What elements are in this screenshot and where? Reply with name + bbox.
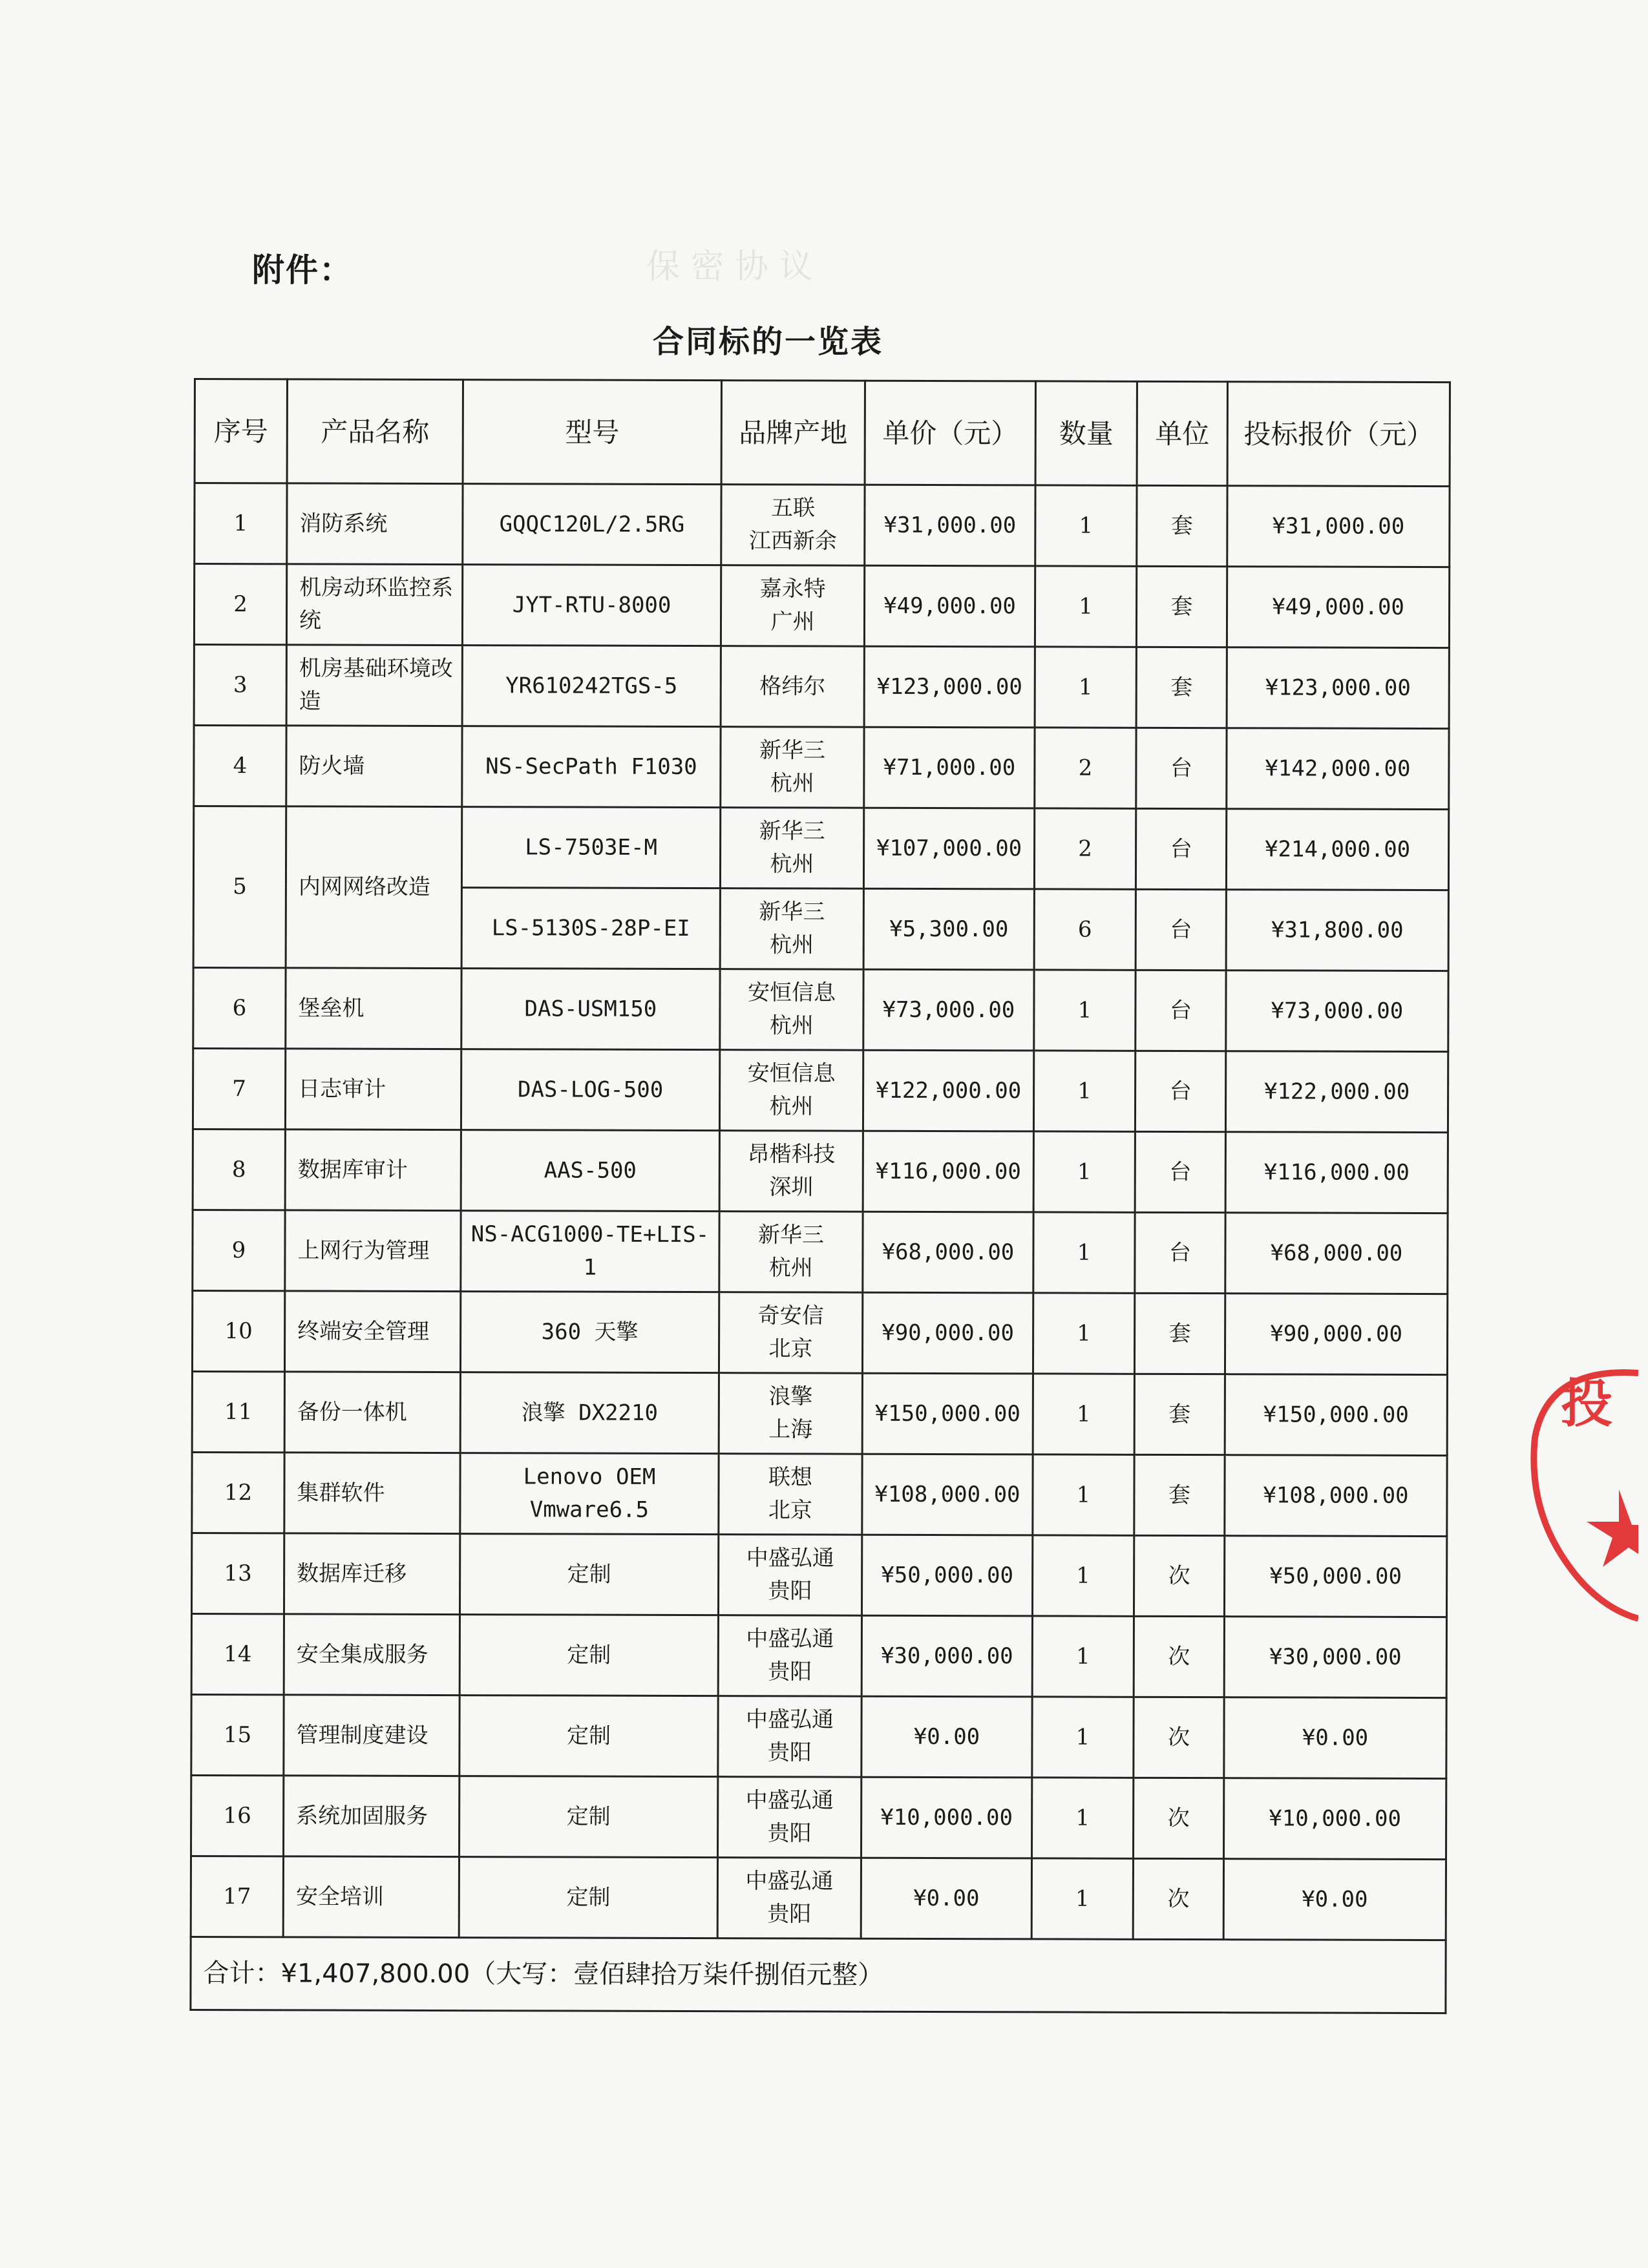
- cell-bid: ¥50,000.00: [1224, 1536, 1446, 1617]
- cell-brand: 中盛弘通 贵阳: [718, 1615, 861, 1697]
- cell-price: ¥123,000.00: [864, 646, 1035, 728]
- cell-no: 5: [193, 806, 286, 968]
- cell-bid: ¥142,000.00: [1227, 728, 1449, 810]
- cell-price: ¥90,000.00: [862, 1292, 1033, 1374]
- cell-brand: 嘉永特 广州: [721, 565, 864, 647]
- cell-name: 集群软件: [284, 1453, 460, 1534]
- cell-brand: 新华三 杭州: [719, 1212, 863, 1293]
- cell-unit: 台: [1135, 1051, 1225, 1131]
- table-body: [191, 483, 1450, 2013]
- cell-qty: 1: [1035, 566, 1136, 647]
- table-row: [191, 1694, 1446, 1778]
- cell-no: 1: [195, 483, 287, 564]
- cell-name: 消防系统: [287, 483, 463, 565]
- cell-price: ¥68,000.00: [863, 1212, 1033, 1293]
- cell-bid: ¥150,000.00: [1225, 1374, 1447, 1456]
- cell-unit: 套: [1136, 647, 1227, 728]
- cell-model: 定制: [460, 1696, 718, 1777]
- document-title: 合同标的一览表: [653, 324, 884, 360]
- table-row: [193, 806, 1448, 890]
- cell-qty: 2: [1035, 728, 1136, 808]
- column-header: 型号: [463, 380, 721, 485]
- cell-unit: 次: [1134, 1697, 1224, 1778]
- cell-unit: 套: [1134, 1454, 1225, 1535]
- total-amount: 合计：¥1,407,800.00（大写：壹佰肆拾万柒仟捌佰元整）: [191, 1937, 1446, 2013]
- cell-no: 13: [191, 1533, 284, 1613]
- cell-qty: 1: [1033, 1051, 1135, 1131]
- table-row: [191, 1533, 1446, 1617]
- cell-model: 定制: [460, 1615, 718, 1696]
- cell-model: NS-ACG1000-TE+LIS-1: [461, 1211, 719, 1292]
- cell-unit: 次: [1134, 1535, 1224, 1616]
- cell-unit: 台: [1135, 1212, 1225, 1293]
- cell-no: 4: [194, 726, 286, 806]
- cell-brand: 中盛弘通 贵阳: [717, 1858, 861, 1939]
- cell-brand: 新华三 杭州: [720, 888, 863, 970]
- cell-brand: 中盛弘通 贵阳: [718, 1535, 861, 1616]
- table-row: [192, 1290, 1447, 1374]
- cell-qty: 1: [1032, 1697, 1134, 1778]
- cell-price: ¥31,000.00: [865, 485, 1035, 566]
- table-row: [193, 1129, 1448, 1213]
- cell-name: 堡垒机: [286, 968, 461, 1049]
- cell-model: DAS-LOG-500: [461, 1049, 719, 1131]
- cell-qty: 1: [1032, 1535, 1134, 1616]
- cell-name: 安全培训: [283, 1856, 459, 1938]
- cell-brand: 新华三 杭州: [721, 727, 864, 808]
- attachment-label: 附件：: [252, 251, 353, 289]
- cell-model: YR610242TGS-5: [462, 646, 721, 727]
- cell-bid: ¥31,000.00: [1227, 486, 1450, 567]
- table-row: [191, 1613, 1446, 1697]
- cell-bid: ¥10,000.00: [1224, 1778, 1446, 1860]
- table-row: [193, 968, 1448, 1052]
- cell-bid: ¥214,000.00: [1226, 809, 1448, 890]
- column-header: 数量: [1035, 381, 1137, 485]
- cell-unit: 套: [1134, 1293, 1225, 1374]
- total-row: [191, 1937, 1446, 2013]
- cell-unit: 台: [1136, 728, 1227, 808]
- cell-price: ¥49,000.00: [864, 565, 1035, 647]
- cell-unit: 台: [1136, 889, 1226, 970]
- cell-qty: 1: [1035, 647, 1136, 728]
- cell-qty: 1: [1032, 1616, 1134, 1697]
- cell-no: 3: [194, 645, 286, 726]
- column-header: 产品名称: [287, 379, 463, 484]
- cell-bid: ¥122,000.00: [1225, 1051, 1448, 1133]
- cell-name: 机房基础环境改造: [286, 645, 462, 726]
- cell-qty: 1: [1033, 1374, 1134, 1454]
- cell-bid: ¥123,000.00: [1227, 647, 1449, 729]
- cell-model: NS-SecPath F1030: [462, 726, 721, 808]
- cell-brand: 中盛弘通 贵阳: [718, 1696, 861, 1778]
- cell-name: 安全集成服务: [284, 1614, 460, 1696]
- cell-price: ¥30,000.00: [861, 1615, 1032, 1697]
- cell-model: 360 天擎: [460, 1292, 719, 1373]
- cell-qty: 1: [1034, 970, 1136, 1051]
- cell-unit: 台: [1135, 1131, 1225, 1212]
- cell-bid: ¥31,800.00: [1226, 890, 1448, 971]
- cell-unit: 次: [1134, 1616, 1224, 1697]
- cell-qty: 1: [1032, 1778, 1134, 1858]
- table-row: [191, 1775, 1446, 1859]
- cell-name: 上网行为管理: [285, 1210, 461, 1292]
- cell-price: ¥73,000.00: [863, 969, 1034, 1051]
- cell-model: DAS-USM150: [461, 969, 720, 1050]
- cell-qty: 6: [1034, 889, 1136, 970]
- cell-no: 7: [193, 1049, 285, 1129]
- table-row: [193, 1210, 1448, 1294]
- cell-qty: 1: [1033, 1131, 1135, 1212]
- table-row: [192, 1452, 1447, 1536]
- cell-price: ¥50,000.00: [861, 1535, 1032, 1616]
- cell-unit: 台: [1136, 970, 1226, 1051]
- bleed-through-text: 保 密 协 议: [646, 247, 813, 286]
- cell-brand: 昂楷科技 深圳: [719, 1131, 863, 1212]
- cell-price: ¥122,000.00: [863, 1050, 1033, 1131]
- cell-no: 16: [191, 1775, 284, 1856]
- cell-no: 14: [191, 1613, 284, 1694]
- cell-model: 定制: [460, 1534, 718, 1615]
- table-row: [191, 1856, 1446, 1940]
- cell-brand: 浪擎 上海: [719, 1373, 862, 1454]
- cell-brand: 安恒信息 杭州: [719, 1050, 863, 1131]
- cell-name: 备份一体机: [284, 1372, 460, 1453]
- cell-model: JYT-RTU-8000: [462, 565, 721, 646]
- cell-bid: ¥68,000.00: [1225, 1213, 1448, 1294]
- cell-bid: ¥0.00: [1223, 1859, 1446, 1940]
- table-row: [194, 645, 1449, 729]
- cell-name: 系统加固服务: [284, 1776, 460, 1857]
- column-header: 单位: [1137, 381, 1227, 485]
- cell-no: 11: [192, 1371, 284, 1452]
- cell-model: LS-5130S-28P-EI: [461, 888, 720, 969]
- cell-model: 定制: [459, 1857, 717, 1938]
- cell-bid: ¥73,000.00: [1226, 971, 1448, 1052]
- cell-unit: 套: [1134, 1374, 1225, 1454]
- cell-model: LS-7503E-M: [461, 807, 720, 888]
- cell-name: 终端安全管理: [284, 1291, 460, 1372]
- cell-brand: 安恒信息 杭州: [720, 969, 863, 1051]
- cell-price: ¥107,000.00: [863, 808, 1034, 889]
- cell-bid: ¥30,000.00: [1224, 1617, 1446, 1698]
- contract-items-table: [189, 378, 1451, 2014]
- table-header-row: [195, 379, 1450, 487]
- cell-name: 数据库审计: [285, 1129, 461, 1211]
- cell-no: 9: [193, 1210, 285, 1290]
- cell-bid: ¥0.00: [1224, 1697, 1446, 1779]
- cell-bid: ¥108,000.00: [1225, 1455, 1447, 1537]
- cell-brand: 奇安信 北京: [719, 1292, 862, 1374]
- cell-model: GQQC120L/2.5RG: [463, 484, 721, 565]
- cell-bid: ¥49,000.00: [1227, 567, 1449, 648]
- cell-price: ¥108,000.00: [862, 1454, 1033, 1535]
- cell-unit: 套: [1137, 485, 1227, 566]
- cell-unit: 套: [1136, 566, 1227, 647]
- cell-price: ¥71,000.00: [864, 727, 1035, 808]
- cell-no: 6: [193, 968, 286, 1049]
- cell-name: 防火墙: [286, 726, 462, 807]
- column-header: 品牌产地: [721, 381, 865, 485]
- cell-no: 2: [194, 564, 286, 645]
- cell-name: 机房动环监控系统: [286, 564, 462, 646]
- red-seal-stamp: [1522, 1360, 1638, 1632]
- cell-brand: 格纬尔: [721, 646, 864, 728]
- column-header: 投标报价（元）: [1227, 382, 1450, 487]
- cell-no: 10: [192, 1290, 284, 1371]
- cell-model: AAS-500: [461, 1130, 719, 1212]
- cell-bid: ¥116,000.00: [1225, 1132, 1448, 1213]
- cell-qty: 1: [1035, 485, 1137, 566]
- cell-model: Lenovo OEM Vmware6.5: [460, 1453, 719, 1535]
- cell-model: 浪擎 DX2210: [460, 1372, 719, 1454]
- cell-no: 8: [193, 1129, 285, 1210]
- cell-price: ¥5,300.00: [863, 888, 1034, 970]
- column-header: 单价（元）: [865, 381, 1035, 485]
- cell-unit: 次: [1134, 1778, 1224, 1858]
- cell-brand: 中盛弘通 贵阳: [718, 1777, 861, 1858]
- table-row: [194, 726, 1449, 810]
- cell-price: ¥0.00: [861, 1696, 1032, 1778]
- cell-unit: 次: [1133, 1858, 1223, 1939]
- cell-no: 17: [191, 1856, 283, 1937]
- cell-name: 数据库迁移: [284, 1533, 460, 1615]
- cell-no: 12: [192, 1452, 284, 1533]
- table-row: [194, 564, 1449, 648]
- table-row: [193, 1049, 1448, 1133]
- cell-qty: 1: [1033, 1212, 1135, 1293]
- cell-qty: 1: [1033, 1454, 1134, 1535]
- column-header: 序号: [195, 379, 287, 483]
- cell-unit: 台: [1136, 808, 1226, 889]
- cell-price: ¥150,000.00: [862, 1373, 1033, 1454]
- cell-qty: 2: [1034, 808, 1136, 889]
- table-row: [195, 483, 1450, 567]
- table-row: [192, 1371, 1447, 1455]
- cell-qty: 1: [1031, 1858, 1133, 1939]
- cell-brand: 五联 江西新余: [721, 485, 865, 566]
- cell-price: ¥116,000.00: [863, 1131, 1033, 1212]
- cell-model: 定制: [460, 1776, 718, 1858]
- svg-text:投: 投: [1561, 1374, 1612, 1434]
- cell-name: 内网网络改造: [286, 806, 462, 969]
- cell-bid: ¥90,000.00: [1225, 1294, 1447, 1375]
- cell-qty: 1: [1033, 1293, 1134, 1374]
- cell-name: 管理制度建设: [284, 1695, 460, 1776]
- cell-brand: 联想 北京: [719, 1454, 862, 1535]
- cell-brand: 新华三 杭州: [720, 808, 863, 889]
- cell-no: 15: [191, 1694, 284, 1775]
- cell-price: ¥0.00: [861, 1858, 1031, 1939]
- cell-name: 日志审计: [285, 1049, 461, 1130]
- cell-price: ¥10,000.00: [861, 1777, 1032, 1858]
